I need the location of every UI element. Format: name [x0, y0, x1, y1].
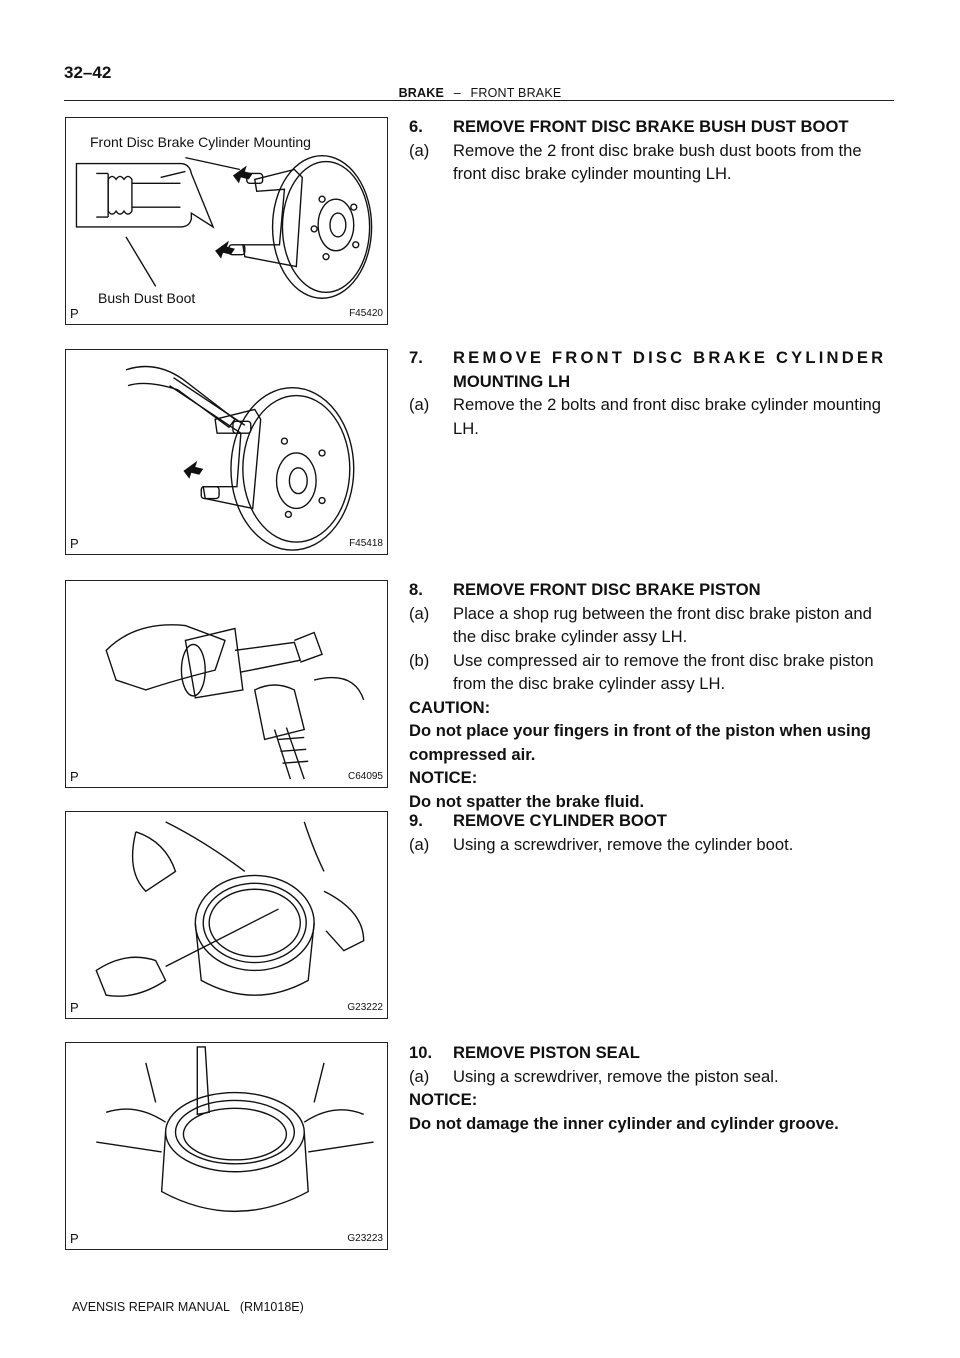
step-7 [409, 346, 897, 440]
step-6 [409, 115, 897, 186]
figure-marker: P [70, 769, 79, 784]
page-number: 32–42 [64, 63, 112, 82]
substep-text: Remove the 2 front disc brake bush dust boots from the front disc brake cylinder mounting LH. [453, 140, 862, 183]
illustration-wrench-on-bolt [66, 350, 387, 554]
footer-manual-id: AVENSIS REPAIR MANUAL (RM1018E) [72, 1300, 304, 1314]
illustration-screwdriver-seal [66, 1043, 387, 1249]
step-title: REMOVE FRONT DISC BRAKE PISTON [453, 580, 761, 599]
figure-code: F45420 [349, 308, 383, 319]
figure-code: F45418 [349, 538, 383, 549]
illustration-air-gun [66, 581, 387, 787]
figure-code: G23222 [347, 1002, 383, 1013]
substep-letter: (a) [409, 834, 430, 854]
step-number: 6. [409, 117, 423, 136]
substep-text: Place a shop rug between the front disc brake piston and the disc brake cylinder assy LH. [453, 603, 872, 646]
substep-text: Use compressed air to remove the front disc brake piston from the disc brake cylinder assy LH. [453, 650, 874, 693]
step-number: 8. [409, 580, 423, 599]
figure-piston-seal-removal [65, 1042, 388, 1250]
header-section: BRAKE [398, 86, 445, 100]
step-title: REMOVE PISTON SEAL [453, 1043, 640, 1062]
notice-label: NOTICE: [409, 1090, 478, 1109]
caution-text: Do not place your fingers in front of the piston when using compressed air. [409, 721, 871, 764]
step-title: REMOVE CYLINDER BOOT [453, 811, 667, 830]
step-9 [409, 809, 897, 856]
step-8 [409, 578, 897, 813]
substep-letter: (a) [409, 603, 430, 623]
figure-marker: P [70, 1000, 79, 1015]
header-separator: – [453, 86, 461, 100]
step-number: 9. [409, 811, 423, 830]
figure-piston-compressed-air [65, 580, 388, 788]
substep-text: Using a screwdriver, remove the cylinder boot. [453, 834, 794, 854]
figure-marker: P [70, 306, 79, 321]
substep-letter: (a) [409, 1066, 430, 1086]
figure-code: C64095 [347, 771, 383, 782]
substep-letter: (a) [409, 395, 430, 414]
notice-text: Do not damage the inner cylinder and cylinder groove. [409, 1113, 839, 1133]
figure-cylinder-boot-removal [65, 811, 388, 1019]
substep-letter: (a) [409, 140, 430, 160]
header-subsection: FRONT BRAKE [470, 86, 562, 100]
figure-code: G23223 [347, 1233, 383, 1244]
figure-marker: P [70, 536, 79, 551]
illustration-screwdriver-boot [66, 812, 387, 1018]
step-title: REMOVE FRONT DISC BRAKE BUSH DUST BOOT [453, 117, 849, 136]
step-title-line1: REMOVE FRONT DISC BRAKE CYLINDER [453, 348, 887, 367]
running-header [0, 86, 960, 100]
figure-cylinder-mounting-removal [65, 349, 388, 555]
substep-text: Using a screwdriver, remove the piston seal. [453, 1066, 779, 1086]
notice-label: NOTICE: [409, 768, 478, 787]
figure-marker: P [70, 1231, 79, 1246]
step-number: 10. [409, 1043, 433, 1062]
step-title-line2: MOUNTING LH [453, 371, 571, 391]
notice-text: Do not spatter the brake fluid. [409, 791, 645, 811]
label-front-disc-brake-cylinder-mounting: Front Disc Brake Cylinder Mounting [90, 134, 311, 150]
step-10 [409, 1041, 897, 1135]
step-number: 7. [409, 348, 423, 367]
label-bush-dust-boot: Bush Dust Boot [98, 290, 196, 306]
caution-label: CAUTION: [409, 697, 491, 717]
substep-letter: (b) [409, 650, 430, 670]
substep-text: Remove the 2 bolts and front disc brake cylinder mounting LH. [453, 395, 881, 438]
header-rule [64, 100, 894, 101]
figure-bush-dust-boot [65, 117, 388, 325]
